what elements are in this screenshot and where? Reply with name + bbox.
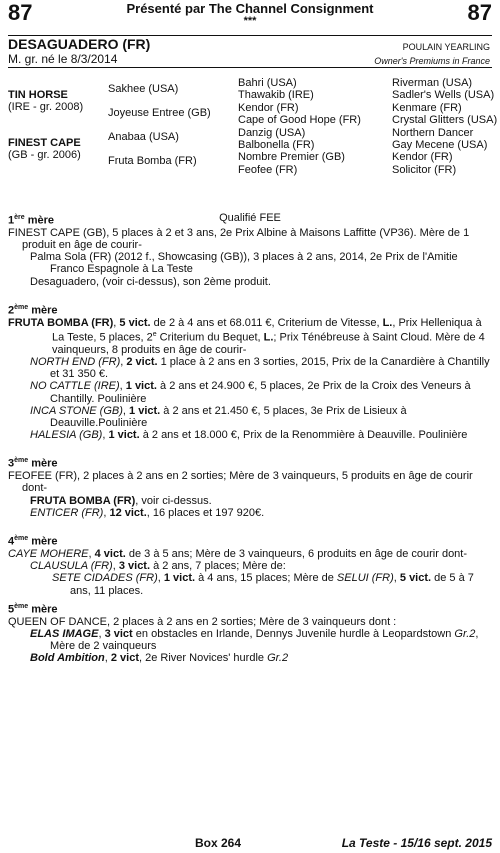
- third-dam-paragraph: FEOFEE (FR), 2 places à 2 ans en 2 sorties; Mère de 3 vainqueurs, 5 produits en âge de courir dont-: [8, 470, 473, 495]
- dam-detail: (GB - gr. 2006): [8, 149, 81, 162]
- section-title-5: 5ème mère: [8, 602, 58, 616]
- grandparent: Sakhee (USA): [108, 83, 179, 95]
- gg-grandparent: Kenmare (FR): [392, 101, 462, 114]
- gg-grandparent: Solicitor (FR): [392, 163, 457, 176]
- family-section: [8, 208, 492, 664]
- sale-info: La Teste - 15/16 sept. 2015: [341, 836, 492, 850]
- grandparent: Joyeuse Entree (GB): [108, 107, 211, 119]
- first-dam-produce: Desaguadero, (voir ci-dessus), son 2ème produit.: [30, 275, 271, 288]
- sire-detail: (IRE - gr. 2008): [8, 101, 84, 114]
- second-dam-paragraph: FRUTA BOMBA (FR), 5 vict. de 2 à 4 ans et 68.011 €, Criterium de Vitesse, L., Prix Helleniqua à La Teste, 5 places, 2e Criterium du Bequet, L.; Prix Ténébreuse à Saint Cloud. Mère de 4 vainqueurs, 8 produits en âge de courir-: [8, 316, 485, 356]
- great-grandparent: Nombre Premier (GB): [238, 151, 345, 164]
- pedigree-rule: [8, 67, 492, 68]
- section-title-2: 2ème mère: [8, 303, 58, 317]
- fourth-dam-grandproduce: SETE CIDADES (FR), 1 vict. à 4 ans, 15 places; Mère de SELUI (FR), 5 vict. de 5 à 7 ans, 11 places.: [52, 572, 474, 597]
- gg-grandparents: [392, 77, 497, 176]
- great-grandparent: Feofee (FR): [238, 163, 298, 176]
- grandparent: Fruta Bomba (FR): [108, 155, 197, 167]
- sire-name: TIN HORSE: [8, 89, 68, 101]
- qualification-note: Qualifié FEE: [219, 212, 281, 224]
- sex-category: POULAIN YEARLING: [402, 42, 490, 52]
- first-dam-produce: Palma Sola (FR) (2012 f., Showcasing (GB)), 3 places à 2 ans, 2014, 2e Prix de l'Amitie Franco Espagnole à La Teste: [30, 251, 458, 276]
- great-grandparent: Balbonella (FR): [238, 139, 315, 152]
- consignor-stars: ***: [243, 15, 257, 27]
- consignor-header: [0, 1, 500, 26]
- fifth-dam-produce: Bold Ambition, 2 vict, 2e River Novices' hurdle Gr.2: [30, 652, 289, 665]
- gg-grandparent: Crystal Glitters (USA): [392, 114, 498, 127]
- second-dam-produce: NO CATTLE (IRE), 1 vict. à 2 ans et 24.900 €, 5 places, 2e Prix de la Croix des Veneurs à Chantilly. Poulinière: [30, 380, 471, 405]
- third-dam-produce: FRUTA BOMBA (FR), voir ci-dessus.: [30, 494, 212, 507]
- first-dam-paragraph: FINEST CAPE (GB), 5 places à 2 et 3 ans, 2e Prix Albine à Maisons Laffitte (VP36). Mère de 1 produit en âge de courir-: [8, 226, 470, 252]
- lot-number: 87: [8, 0, 33, 25]
- horse-description: M. gr. né le 8/3/2014: [8, 52, 118, 66]
- great-grandparent: Danzig (USA): [238, 126, 306, 139]
- consignor-text: Présenté par The Channel Consignment: [126, 1, 374, 16]
- horse-name: DESAGUADERO (FR): [8, 36, 151, 52]
- section-title-3: 3ème mère: [8, 457, 58, 471]
- great-grandparent: Thawakib (IRE): [238, 89, 314, 102]
- fifth-dam-produce: ELAS IMAGE, 3 vict en obstacles en Irlande, Dennys Juvenile hurdle à Leopardstown Gr.2, Mère de 2 vainqueurs: [30, 627, 479, 653]
- gg-grandparent: Sadler's Wells (USA): [392, 89, 495, 102]
- fourth-dam-paragraph: CAYE MOHERE, 4 vict. de 3 à 5 ans; Mère de 3 vainqueurs, 6 produits en âge de courir dont-: [8, 547, 468, 560]
- owners-premiums: Owner's Premiums in France: [374, 56, 490, 66]
- great-grandparent: Cape of Good Hope (FR): [238, 114, 361, 127]
- third-dam-produce: ENTICER (FR), 12 vict., 16 places et 197 920€.: [30, 506, 265, 519]
- second-dam-produce: NORTH END (FR), 2 vict. 1 place à 2 ans en 3 sorties, 2015, Prix de la Canardière à Chantilly et 31 350 €.: [30, 356, 490, 381]
- gg-grandparent: Kendor (FR): [392, 151, 453, 164]
- dam-name: FINEST CAPE: [8, 137, 81, 149]
- fifth-dam-paragraph: QUEEN OF DANCE, 2 places à 2 ans en 2 sorties; Mère de 3 vainqueurs dont :: [8, 615, 397, 628]
- great-grandparent: Kendor (FR): [238, 101, 299, 114]
- second-dam-produce: INCA STONE (GB), 1 vict. à 2 ans et 21.450 €, 5 places, 3e Prix de Lisieux à Deauville.Poulinière: [30, 404, 407, 430]
- dam-block: [8, 137, 81, 162]
- sex-box: [374, 40, 490, 68]
- great-grandparent: Bahri (USA): [238, 77, 297, 89]
- gg-grandparent: Riverman (USA): [392, 77, 473, 89]
- gg-grandparent: Northern Dancer: [392, 126, 474, 139]
- gg-grandparent: Gay Mecene (USA): [392, 139, 488, 152]
- lot-number-right: 87: [467, 0, 492, 25]
- box-number: Box 264: [195, 836, 242, 850]
- great-grandparents: [238, 77, 361, 176]
- grandparent: Anabaa (USA): [108, 131, 179, 143]
- section-title-1: 1ère mère: [8, 214, 54, 227]
- sire-block: [8, 89, 83, 114]
- section-title-4: 4ème mère: [8, 535, 58, 548]
- fourth-dam-produce: CLAUSULA (FR), 3 vict. à 2 ans, 7 places; Mère de:: [30, 560, 286, 573]
- second-dam-produce: HALESIA (GB), 1 vict. à 2 ans et 18.000 €, Prix de la Renommière à Deauville. Poulinière: [30, 429, 468, 442]
